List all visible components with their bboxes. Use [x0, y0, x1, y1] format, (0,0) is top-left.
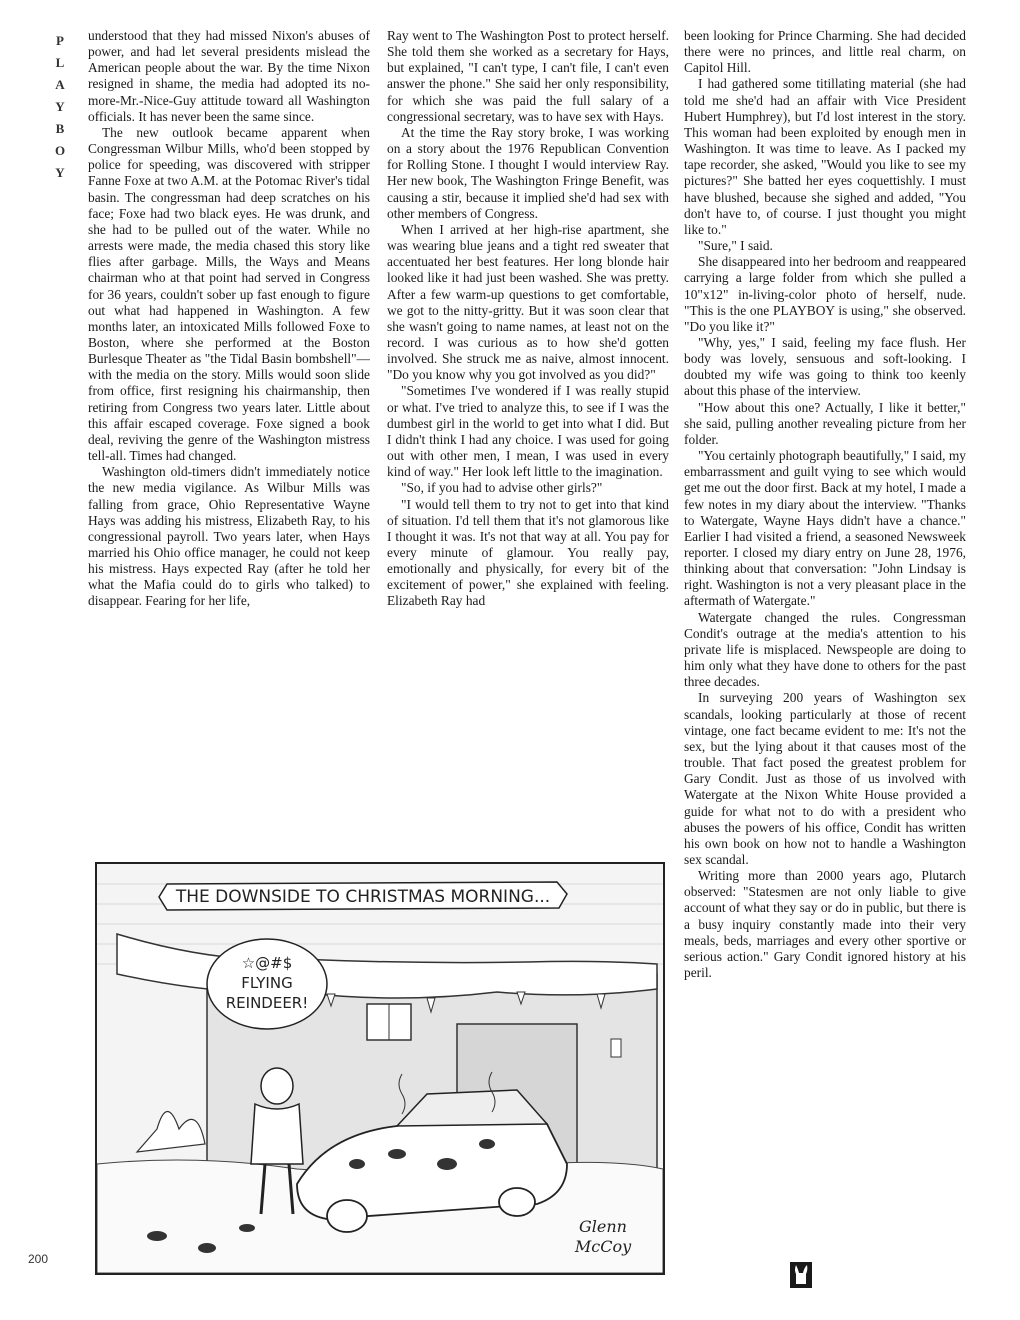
- cartoon-drawing: [97, 864, 663, 1273]
- article-paragraph: been looking for Prince Charming. She had decided there were no princes, and little real charm, on Capitol Hill.: [684, 28, 966, 76]
- article-paragraph: Writing more than 2000 years ago, Plutarch observed: "Statesmen are not only liable to give account of what they say or do in public, but there is a busy inquiry constantly made into their very meals, beds, marriages and every other sportive or serious action." Gary Condit ignored history at his peril.: [684, 868, 966, 981]
- running-head-letter: L: [55, 55, 65, 70]
- running-head-letter: O: [54, 143, 66, 158]
- article-paragraph: "Why, yes," I said, feeling my face flush. Her body was lovely, sensuous and soft-looking. I doubted my wife was going to think too keenly about this phase of the interview.: [684, 334, 966, 399]
- running-head: [49, 30, 71, 184]
- article-paragraph: "You certainly photograph beautifully," I said, my embarrassment and guilt vying to see which would get me out the door first. Back at my hotel, I made a few notes in my diary about the interview. "Thanks to Watergate, Wayne Hays didn't have a chance." Earlier I had visited a friend, a seasoned Newsweek reporter. I closed my diary entry on June 28, 1976, thinking about that conversation: "John Lindsay is right. Washington is not a very pleasant place in the aftermath of Watergate.": [684, 448, 966, 609]
- article-column-2: [387, 28, 669, 823]
- article-paragraph: "So, if you had to advise other girls?": [401, 480, 603, 496]
- signature-line-2: McCoy: [574, 1237, 632, 1256]
- article-paragraph: Ray went to The Washington Post to protect herself. She told them she worked as a secretary for Hays, but explained, "I can't type, I can't file, I can't even answer the phone." She said her only responsibility, for which she was paid the full salary of a congressional secretary, was to have sex with Hays.: [387, 28, 669, 124]
- playboy-bunny-logo-icon: [790, 1262, 812, 1288]
- signature-line-1: Glenn: [579, 1217, 627, 1236]
- speech-line-3: REINDEER!: [225, 994, 309, 1012]
- article-paragraph: I had gathered some titillating material (she had told me she'd had an affair with Vice President Hubert Humphrey), but I'd lost interest in the story. This woman had been exploited by enough men in Washington. It was time to leave. As I packed my tape recorder, she asked, "Would you like to see my pictures?" She batted her eyes coquettishly. I must have blushed, because she sighed and added, "You don't have to, of course. I just thought you might like to.": [684, 76, 966, 237]
- running-head-letter: Y: [55, 165, 65, 180]
- article-paragraph: The new outlook became apparent when Congressman Wilbur Mills, who'd been stopped by police for speeding, was discovered with stripper Fanne Foxe at two A.M. at the Potomac River's tidal basin. The congressman had deep scratches on his face; Foxe had two black eyes. He was drunk, and she had to be pulled out of the water. While no arrests were made, the media chased this story like flies after garbage. Mills, the Ways and Means chairman who at that point had served in Congress for 36 years, couldn't sober up fast enough to figure out what had happened in Washington. A few months later, an intoxicated Mills followed Foxe to Boston, where she performed at the Boston Burlesque Theater as "the Tidal Basin bombshell"—with the media on the story. Mills would soon slide from office, first resigning his chairmanship, then retiring from Congress two years later. Little about this affair escaped coverage. Foxe signed a book deal, reviving the genre of the Washington mistress tell-all. Times had changed.: [88, 124, 370, 464]
- article-paragraph: When I arrived at her high-rise apartment, she was wearing blue jeans and a tight red sweater that accentuated her best features. Her long blonde hair looked like it had just been washed. She was pretty. After a few warm-up questions to get comfortable, we got to the nitty-gritty. But it was soon clear that she wasn't going to name names, at least not on the record. I was curious as to how she'd gotten involved. She struck me as naive, almost innocent. "Do you know why you got involved as you did?": [387, 221, 669, 383]
- article-paragraph: "Sure," I said.: [698, 238, 773, 254]
- article-paragraph: "I would tell them to try not to get into that kind of situation. I'd tell them that it's not glamorous like I thought it was. It's not that way at all. You pay for every minute of glamour. You really pay, emotionally and physically, for every bit of the excitement of power," she explained with feeling. Elizabeth Ray had: [387, 496, 669, 609]
- article-paragraph: In surveying 200 years of Washington sex scandals, looking particularly at those of recent vintage, one fact became evident to me: It's not the sex, but the lying about it that causes most of the trouble. That fact posed the greatest problem for Gary Condit. Just as those of us involved with Watergate at the Nixon White House provided a guide for what not to do with a president who abuses the powers of his office, Condit has written his own book on how not to handle a Washington sex scandal.: [684, 690, 966, 867]
- speech-line-1: ☆@#$: [241, 954, 293, 972]
- cartoon-banner-text: THE DOWNSIDE TO CHRISTMAS MORNING...: [175, 887, 551, 907]
- article-paragraph: At the time the Ray story broke, I was working on a story about the 1976 Republican Convention for Rolling Stone. I thought I would interview Ray. Her new book, The Washington Fringe Benefit, was causing a stir, because it implied she'd had sex with other members of Congress.: [387, 124, 669, 221]
- article-paragraph: Washington old-timers didn't immediately notice the new media vigilance. As Wilbur Mills was falling from grace, Ohio Representative Wayne Hays was adding his mistress, Elizabeth Ray, to his congressional payroll. Two years later, when Hays married his Ohio office manager, he could not keep his mistress. Hays expected Ray (after he told her what the Mafia could do to girls who talked) to disappear. Fearing for her life,: [88, 464, 370, 609]
- running-head-letter: Y: [55, 99, 65, 114]
- article-paragraph: She disappeared into her bedroom and reappeared carrying a large folder from which she pulled a 10"x12" in-living-color photo of herself, nude. "This is the one PLAYBOY is using," she observed. "Do you like it?": [684, 254, 966, 334]
- article-paragraph: "Sometimes I've wondered if I was really stupid or what. I've tried to analyze this, to see if I was the dumbest girl in the world to get into what I did. But I didn't think I had any choice. I was used for going out with other men, I mean, I was used in every kind of way." Her look left little to the imagination.: [387, 383, 669, 480]
- speech-line-2: FLYING: [241, 974, 293, 992]
- article-paragraph: understood that they had missed Nixon's abuses of power, and had let several presidents mislead the American people about the war. By the time Nixon resigned in shame, the media had adopted its no-more-Mr.-Nice-Guy attitude toward all Washington officials. It has never been the same since.: [88, 28, 370, 124]
- running-head-letter: B: [55, 121, 65, 136]
- article-paragraph: Watergate changed the rules. Congressman Condit's outrage at the media's attention to his private life is misplaced. Newspeople are doing to him only what they have done to others for the past three decades.: [684, 609, 966, 690]
- article-column-1: [88, 28, 370, 823]
- running-head-letter: P: [56, 33, 64, 48]
- page-number: 200: [28, 1252, 49, 1266]
- cartoon-illustration: [95, 862, 665, 1275]
- article-column-3: [684, 28, 966, 1278]
- running-head-letter: A: [55, 77, 65, 92]
- article-paragraph: "How about this one? Actually, I like it better," she said, pulling another revealing picture from her folder.: [684, 399, 966, 447]
